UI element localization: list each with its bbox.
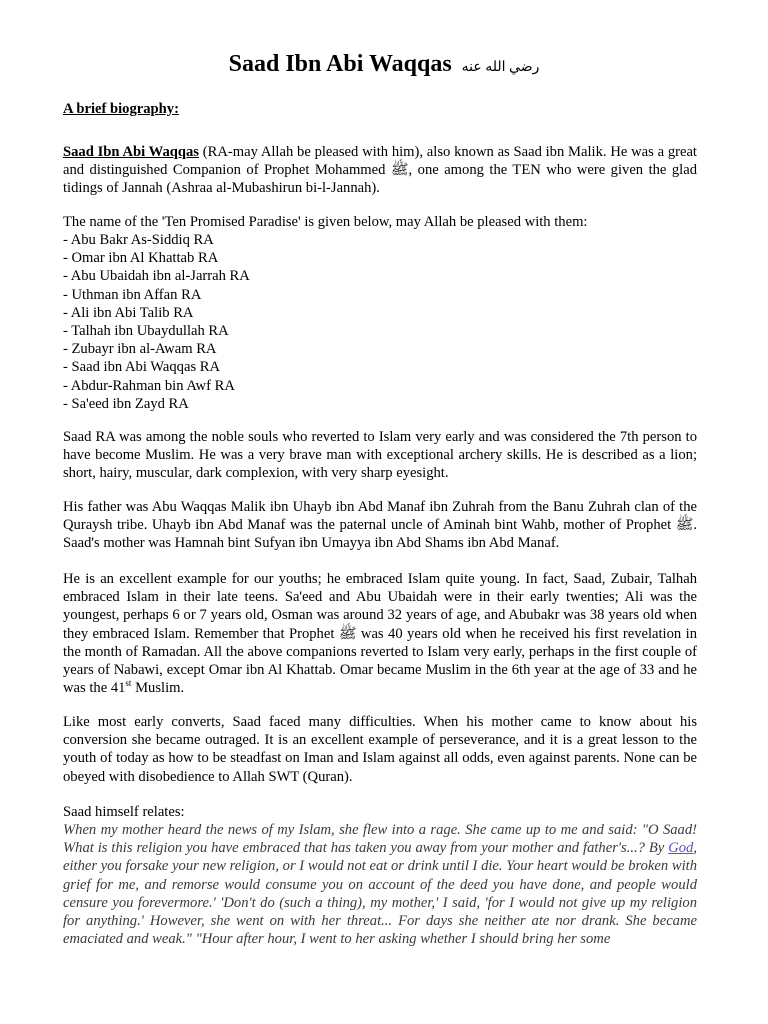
list-item: - Omar ibn Al Khattab RA	[63, 250, 219, 267]
section-heading: A brief biography:	[63, 101, 179, 117]
intro-text: (RA-may Allah be pleased with him), also known as Saad ibn Malik. He was a great and distinguished Companion of Prophet Mohammed ﷺ, one among the TEN who were given the glad tidings of Jannah (Ashraa al-Mubashirun bi-l-Jannah).	[63, 144, 697, 197]
god-link[interactable]: God	[668, 840, 694, 857]
list-item: - Uthman ibn Affan RA	[63, 286, 202, 303]
ten-intro-paragraph: The name of the 'Ten Promised Paradise' is given below, may Allah be pleased with them:	[63, 214, 588, 230]
quote-text-1: When my mother heard the news of my Islam, she flew into a rage. She came up to me and said: "O Saad! What is this religion you have embraced that has taken you away from your mother and father's...? By	[63, 822, 697, 857]
youth-text-end: Muslim.	[131, 680, 185, 697]
relates-line: Saad himself relates:	[63, 804, 185, 820]
list-item: - Zubayr ibn al-Awam RA	[63, 341, 217, 358]
youth-text: He is an excellent example for our youths; he embraced Islam quite young. In fact, Saad, Zubair, Talhah embraced Islam in their late teens. Sa'eed and Abu Ubaidah were in their early twenties; Ali was the youngest, perhaps 6 or 7 years old, Osman was around 32 years of age, and Abubakr was 38 years old when they embraced Islam. Remember that Prophet ﷺ was 40 years old when he received his first revelation in the month of Ramadan. All the above companions reverted to Islam very early, perhaps in the first couple of years of Nabawi, except Omar ibn Al Khattab. Omar became Muslim in the 6th year at the age of 33 and he was the 41	[63, 571, 697, 697]
ten-promised-list	[63, 231, 697, 413]
converts-paragraph: Like most early converts, Saad faced many difficulties. When his mother came to know about his conversion she became outraged. It is an excellent example of perseverance, and it is a great lesson to the youth of today as how to be steadfast on Iman and Islam against all odds, even against parents. None can be obeyed with disobedience to Allah SWT (Quran).	[63, 714, 697, 785]
page-title	[0, 50, 768, 82]
youth-paragraph	[63, 570, 697, 697]
list-item: - Talhah ibn Ubaydullah RA	[63, 323, 229, 340]
list-item: - Abdur-Rahman bin Awf RA	[63, 377, 235, 394]
title-text: Saad Ibn Abi Waqqas	[228, 51, 452, 77]
list-item: - Saad ibn Abi Waqqas RA	[63, 359, 221, 376]
mother-quote	[63, 821, 697, 948]
list-item: - Sa'eed ibn Zayd RA	[63, 395, 189, 412]
list-item: - Ali ibn Abi Talib RA	[63, 304, 194, 321]
subject-name: Saad Ibn Abi Waqqas	[63, 144, 199, 160]
early-convert-paragraph: Saad RA was among the noble souls who reverted to Islam very early and was considered the 7th person to have become Muslim. He was a very brave man with exceptional archery skills. He is described as a lion; short, hairy, muscular, dark complexion, with very sharp eyesight.	[63, 429, 697, 482]
title-arabic-honorific: رضي الله عنه	[461, 60, 540, 75]
ordinal-suffix: st	[125, 678, 132, 689]
list-item: - Abu Ubaidah ibn al-Jarrah RA	[63, 268, 250, 285]
intro-paragraph	[63, 143, 697, 198]
quote-text-2: , either you forsake your new religion, or I would not eat or drink until I die. Your heart would be broken with grief for me, and remorse would consume you on account of the deed you have done, and people would censure you forevermore.' 'Don't do (such a thing), my mother,' I said, 'for I would not give up my religion for anything.' However, she went on with her threat... For days she neither ate nor drank. She became emaciated and weak." "Hour after hour, I went to her asking whether I should bring her some	[63, 840, 697, 948]
lineage-paragraph: His father was Abu Waqqas Malik ibn Uhayb ibn Abd Manaf ibn Zuhrah from the Banu Zuhrah clan of the Quraysh tribe. Uhayb ibn Abd Manaf was the paternal uncle of Aminah bint Wahb, mother of Prophet ﷺ. Saad's mother was Hamnah bint Sufyan ibn Umayya ibn Abd Shams ibn Abd Manaf.	[63, 499, 697, 552]
list-item: - Abu Bakr As-Siddiq RA	[63, 232, 214, 248]
